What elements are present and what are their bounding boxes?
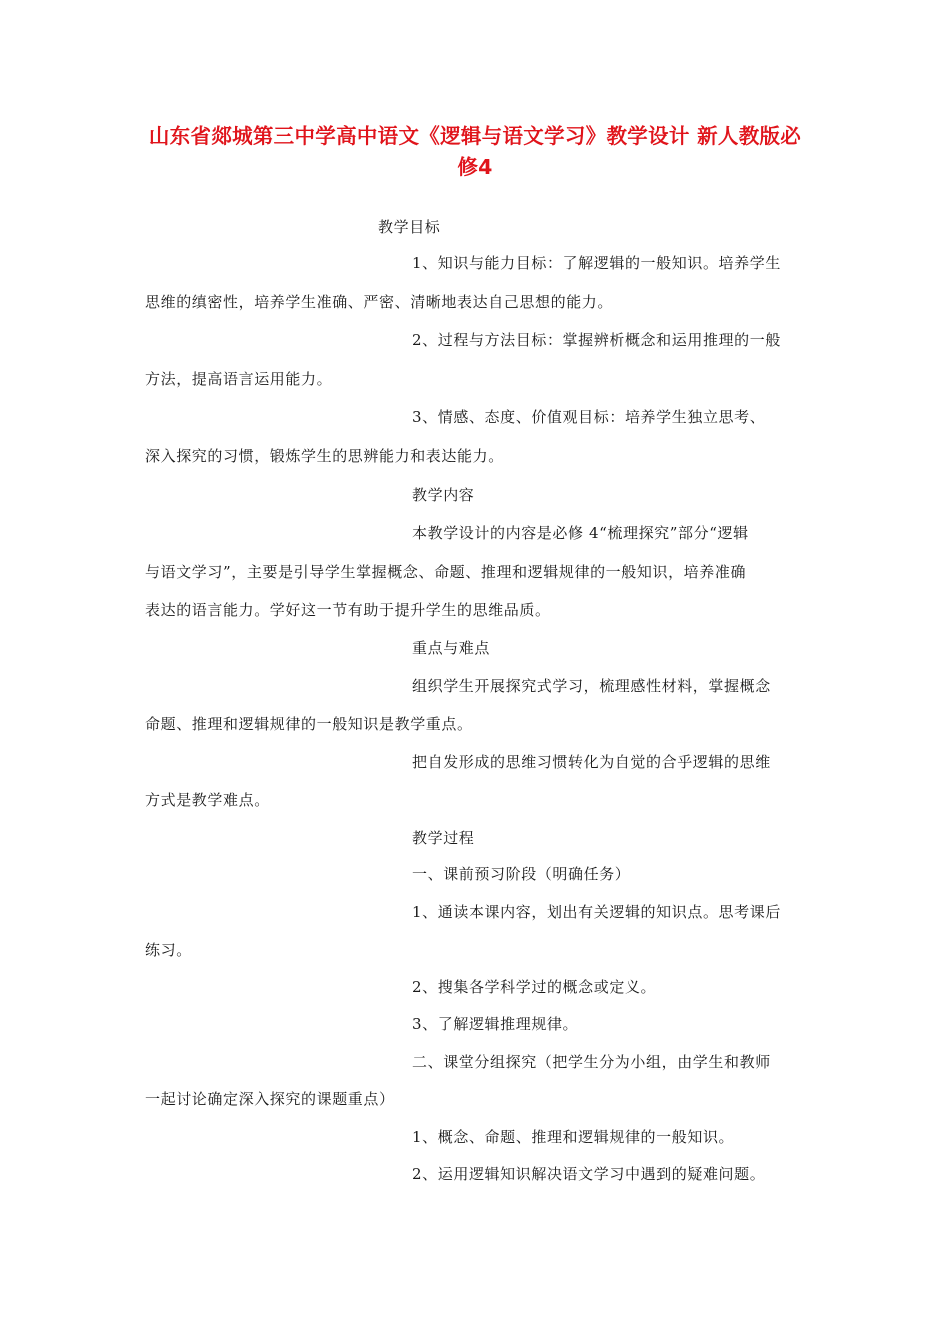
paragraph-line: 3、情感、态度、价值观目标：培养学生独立思考、 — [412, 408, 766, 426]
section-heading-content: 教学内容 — [412, 486, 475, 504]
section-heading-goals: 教学目标 — [378, 218, 441, 236]
paragraph-line: 一、课前预习阶段（明确任务） — [412, 865, 631, 883]
paragraph-line: 2、过程与方法目标：掌握辨析概念和运用推理的一般 — [412, 331, 781, 349]
section-heading-process: 教学过程 — [412, 829, 475, 847]
paragraph-line: 表达的语言能力。学好这一节有助于提升学生的思维品质。 — [145, 601, 551, 619]
paragraph-line: 方式是教学难点。 — [145, 791, 270, 809]
paragraph-line: 把自发形成的思维习惯转化为自觉的合乎逻辑的思维 — [412, 753, 771, 771]
paragraph-line: 思维的缜密性，培养学生准确、严密、清晰地表达自己思想的能力。 — [145, 293, 614, 311]
paragraph-line: 方法，提高语言运用能力。 — [145, 370, 333, 388]
paragraph-line: 1、知识与能力目标：了解逻辑的一般知识。培养学生 — [412, 254, 781, 272]
paragraph-line: 2、运用逻辑知识解决语文学习中遇到的疑难问题。 — [412, 1165, 766, 1183]
paragraph-line: 1、概念、命题、推理和逻辑规律的一般知识。 — [412, 1128, 735, 1146]
section-heading-key-points: 重点与难点 — [412, 639, 491, 657]
paragraph-line: 二、课堂分组探究（把学生分为小组，由学生和教师 — [412, 1053, 771, 1071]
paragraph-line: 组织学生开展探究式学习，梳理感性材料，掌握概念 — [412, 677, 771, 695]
document-title: 山东省郯城第三中学高中语文《逻辑与语文学习》教学设计 新人教版必修4 — [148, 124, 802, 179]
paragraph-line: 1、通读本课内容，划出有关逻辑的知识点。思考课后 — [412, 903, 781, 921]
paragraph-line: 2、搜集各学科学过的概念或定义。 — [412, 978, 657, 996]
paragraph-line: 一起讨论确定深入探究的课题重点） — [145, 1090, 395, 1108]
paragraph-line: 与语文学习”，主要是引导学生掌握概念、命题、推理和逻辑规律的一般知识，培养准确 — [145, 563, 747, 581]
paragraph-line: 本教学设计的内容是必修 4“梳理探究”部分“逻辑 — [412, 524, 749, 542]
paragraph-line: 3、了解逻辑推理规律。 — [412, 1015, 579, 1033]
paragraph-line: 练习。 — [145, 941, 192, 959]
paragraph-line: 命题、推理和逻辑规律的一般知识是教学重点。 — [145, 715, 473, 733]
paragraph-line: 深入探究的习惯，锻炼学生的思辨能力和表达能力。 — [145, 447, 504, 465]
